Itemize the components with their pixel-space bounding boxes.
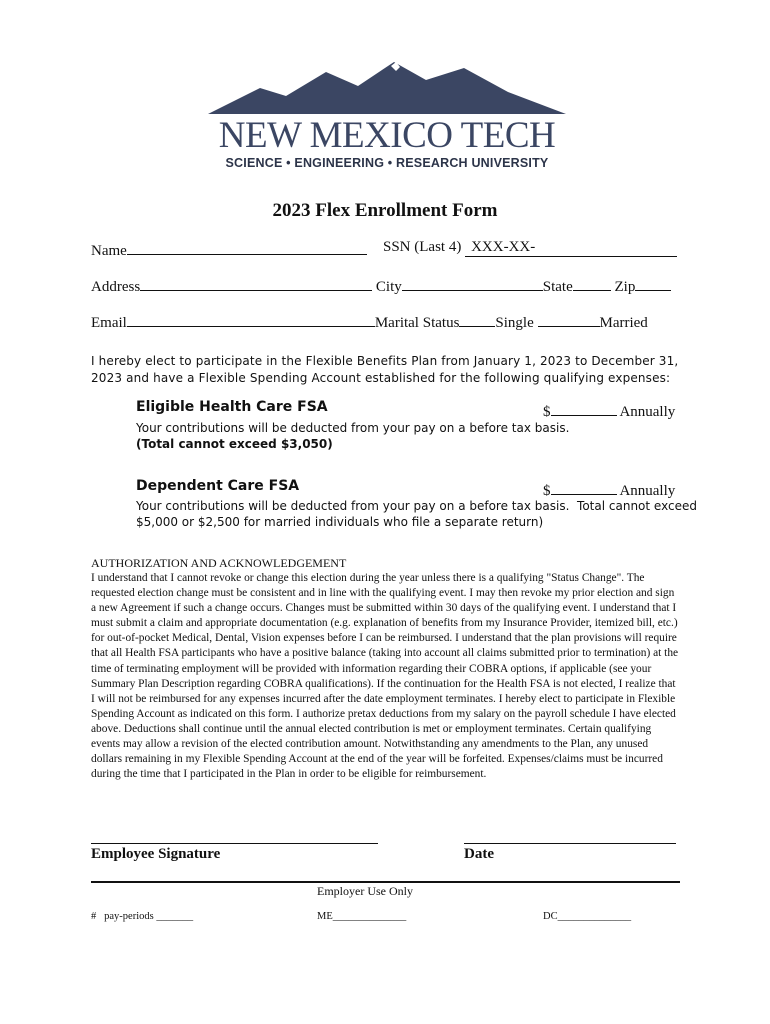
dependent-fsa-amount <box>543 479 675 500</box>
logo-tagline: SCIENCE • ENGINEERING • RESEARCH UNIVERSITY <box>225 156 549 170</box>
logo-wordmark: NEW MEXICO TECH <box>218 115 556 156</box>
dependent-fsa-amount-field[interactable] <box>551 479 617 495</box>
employee-signature-label: Employee Signature <box>91 846 221 862</box>
dc-field[interactable]: DC______________ <box>543 911 632 922</box>
page-title: 2023 Flex Enrollment Form <box>272 200 498 221</box>
health-fsa-amount <box>543 400 675 421</box>
health-fsa-amount-field[interactable] <box>551 400 617 416</box>
zip-field[interactable] <box>635 275 671 291</box>
email-label: Email <box>91 315 127 331</box>
nmt-logo <box>208 58 566 174</box>
address-field[interactable] <box>140 275 372 291</box>
name-field[interactable] <box>127 239 367 255</box>
email-row <box>91 311 648 332</box>
dollar-sign: $ <box>543 483 551 499</box>
ssn-label: SSN (Last 4) <box>383 239 462 255</box>
me-field[interactable]: ME______________ <box>317 911 407 922</box>
email-field[interactable] <box>127 311 375 327</box>
married-field[interactable] <box>538 311 600 327</box>
health-fsa-note: Your contributions will be deducted from your pay on a before tax basis. <box>136 421 570 435</box>
hash-label: # <box>91 911 97 922</box>
employer-use-heading: Employer Use Only <box>317 884 413 898</box>
dependent-fsa-note <box>136 498 697 515</box>
mountain-logo-icon <box>208 58 566 118</box>
authorization-body: I understand that I cannot revoke or change this election during the year unless there is a qualifying "Status Change". The requested election change must be consistent and in line with the qualifying event. I may then revoke my prior election and sign a new Agreement if such a change occurs. Changes must be submitted within 30 days of the qualifying event. I understand that I must submit a claim and appropriate documentation (e.g. explanation of benefits from my Insurance Provider, itemized bill, etc.) for out-of-pocket Medical, Dental, Vision expenses before I can be reimbursed. I understand that the plan provisions will require that all Health FSA participants who have a positive balance (taking into account all claims submitted prior to termination) at the time of terminating employment will be provided with information regarding their COBRA options, if applicable (see your Summary Plan Description regarding COBRA qualifications). If the continuation for the Health FSA is not elected, I realize that I will not be reimbursed for any expenses incurred after the date employment terminates. I hereby elect to participate in Flexible Spending Account as indicated on this form. I authorize pretax deductions from my salary on the payroll schedule I have elected above. Deductions shall continue until the annual elected contribution is met or employment terminates. Certain qualifying events may allow a revision of the elected contribution amount. Notwithstanding any amendments to the Plan, any unused dollars remaining in my Flexible Spending Account at the end of the year will be forfeited. Expenses/claims must be incurred during the time that I participated in the Plan in order to be eligible for reimbursement. <box>91 572 679 781</box>
date-label: Date <box>464 846 494 862</box>
single-label: Single <box>495 315 534 331</box>
pay-periods-row <box>91 911 193 922</box>
employee-signature-line[interactable] <box>91 843 378 844</box>
date-line[interactable] <box>464 843 676 844</box>
single-field[interactable] <box>459 311 495 327</box>
authorization-heading: AUTHORIZATION AND ACKNOWLEDGEMENT <box>91 556 347 570</box>
city-field[interactable] <box>402 275 543 291</box>
state-label: State <box>542 279 573 295</box>
employer-divider <box>91 881 680 883</box>
city-label: City <box>375 279 402 295</box>
health-fsa-title: Eligible Health Care FSA <box>136 399 328 415</box>
name-label: Name <box>91 243 127 259</box>
state-field[interactable] <box>573 275 611 291</box>
address-label: Address <box>91 279 141 295</box>
dependent-fsa-limit-a: Total cannot exceed <box>577 499 697 513</box>
pay-periods-field[interactable]: pay-periods _______ <box>104 911 194 922</box>
marital-status-label: Marital Status <box>374 315 460 331</box>
address-row <box>91 275 671 296</box>
dependent-fsa-title: Dependent Care FSA <box>136 478 300 494</box>
married-label: Married <box>599 315 648 331</box>
ssn-row <box>383 239 677 257</box>
annually-label: Annually <box>619 404 676 420</box>
dollar-sign: $ <box>543 404 551 420</box>
health-fsa-limit: (Total cannot exceed $3,050) <box>136 437 333 451</box>
zip-label: Zip <box>614 279 636 295</box>
dependent-fsa-note-text: Your contributions will be deducted from your pay on a before tax basis. <box>136 499 570 513</box>
intro-text: I hereby elect to participate in the Flexible Benefits Plan from January 1, 2023 to December 31, 2023 and have a Flexible Spending Account established for the following qualifying expenses: <box>91 354 679 385</box>
annually-label: Annually <box>619 483 676 499</box>
dependent-fsa-limit-b: $5,000 or $2,500 for married individuals who file a separate return) <box>136 515 544 529</box>
ssn-field[interactable] <box>465 239 677 257</box>
name-row <box>91 239 367 260</box>
ssn-prefix: XXX-XX- <box>471 239 536 255</box>
